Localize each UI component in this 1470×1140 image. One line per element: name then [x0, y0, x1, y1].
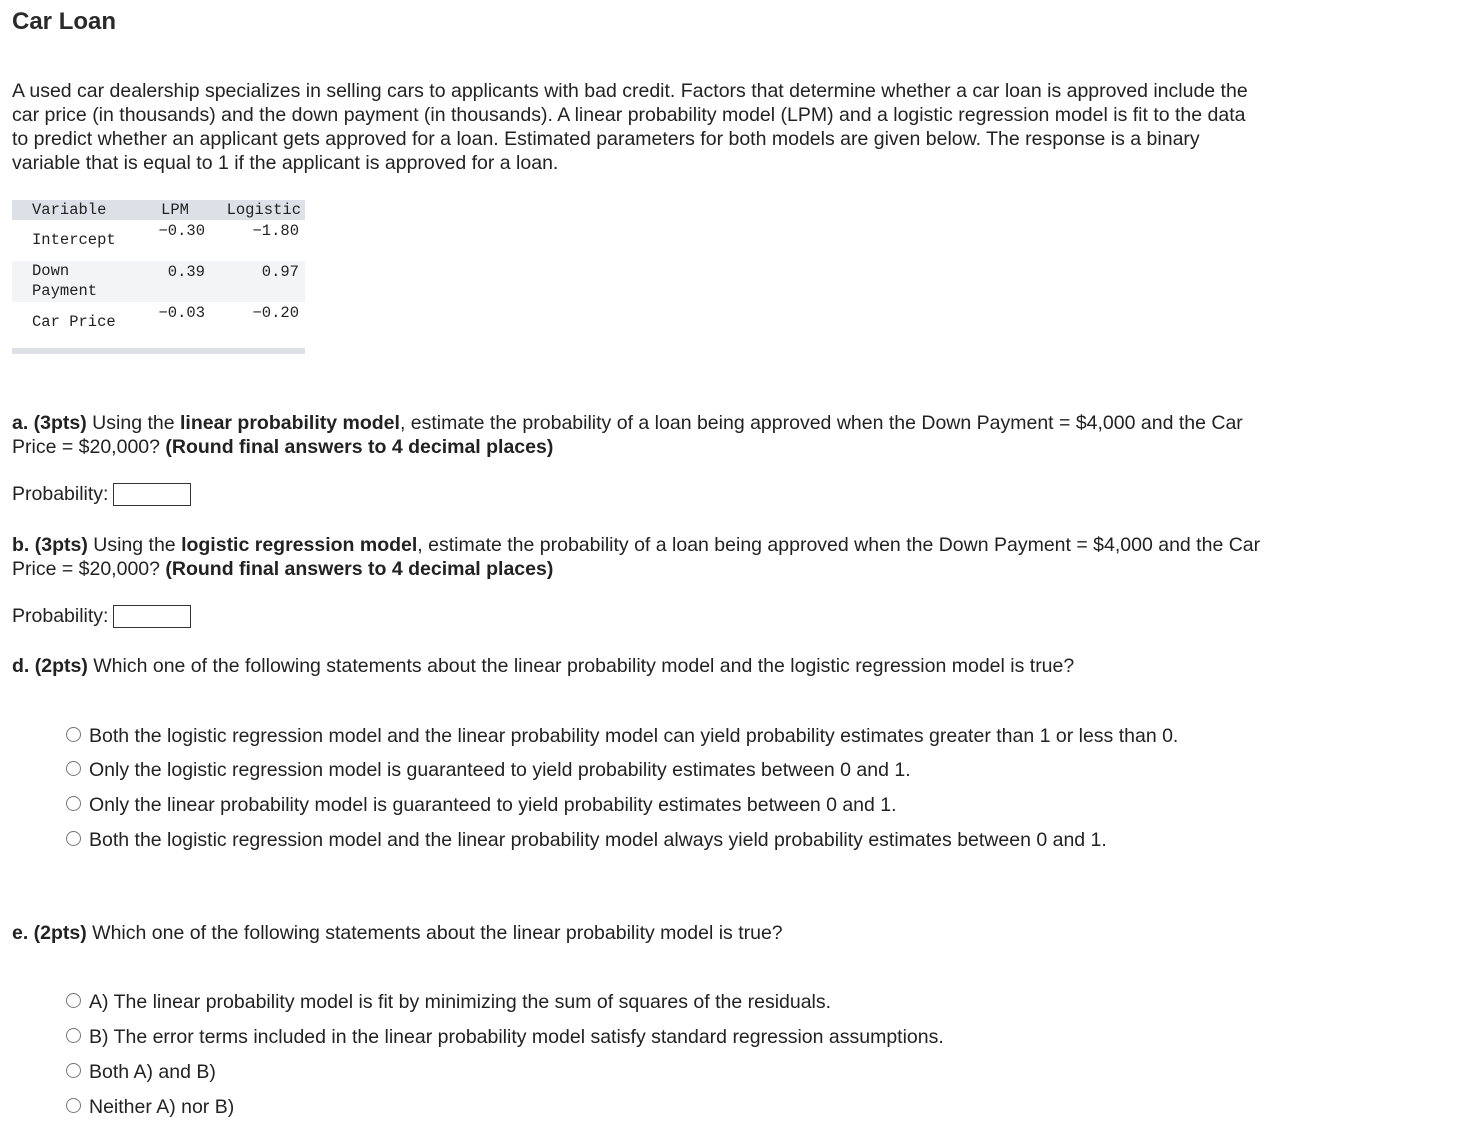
option-text: Both the logistic regression model and the linear probability model can yield probability estimates greater than 1 or less than 0.	[89, 725, 1179, 747]
probability-b-input[interactable]	[113, 605, 191, 628]
lpm-value: 0.39	[135, 261, 215, 302]
header-variable: Variable	[12, 200, 135, 220]
question-b-text: Using the	[87, 534, 182, 556]
option-e-b[interactable]	[66, 1025, 1256, 1049]
question-b-round-note: (Round final answers to 4 decimal places)	[165, 558, 554, 580]
question-a-model: linear probability model	[179, 412, 400, 434]
option-text: Only the logistic regression model is guaranteed to yield probability estimates between 0 and 1.	[89, 759, 911, 781]
radio-button[interactable]	[66, 1028, 81, 1043]
radio-button[interactable]	[66, 761, 81, 776]
table-header-row	[12, 200, 305, 220]
option-text: A) The linear probability model is fit by minimizing the sum of squares of the residuals.	[89, 991, 832, 1013]
answer-a-label: Probability:	[12, 483, 109, 505]
question-e	[12, 921, 1282, 945]
radio-button[interactable]	[66, 831, 81, 846]
lpm-value: −0.30	[158, 222, 205, 240]
radio-button[interactable]	[66, 1063, 81, 1078]
option-text: Both the logistic regression model and the linear probability model always yield probability estimates between 0 and 1.	[89, 829, 1107, 851]
option-d-4[interactable]	[66, 828, 1256, 852]
option-d-3[interactable]	[66, 793, 1256, 817]
question-d-label: d. (2pts)	[12, 655, 88, 677]
question-d-text: Which one of the following statements about the linear probability model and the logistic regression model is true?	[87, 655, 1075, 677]
answer-a-row	[12, 483, 191, 506]
answer-b-label: Probability:	[12, 605, 109, 627]
radio-button[interactable]	[66, 1098, 81, 1113]
question-a-round-note: (Round final answers to 4 decimal places)	[165, 436, 554, 458]
variable-name: Intercept	[32, 231, 116, 249]
option-text: Both A) and B)	[89, 1061, 216, 1083]
logistic-value: −1.80	[252, 222, 299, 240]
question-a	[12, 411, 1282, 459]
table-row	[12, 302, 305, 343]
option-e-both[interactable]	[66, 1060, 1256, 1084]
coefficient-table	[12, 200, 305, 343]
table-footer-bar	[12, 348, 305, 354]
option-e-a[interactable]	[66, 990, 1256, 1014]
question-b-label: b. (3pts)	[12, 534, 88, 556]
page-title: Car Loan	[12, 8, 117, 35]
radio-button[interactable]	[66, 796, 81, 811]
question-e-options	[66, 990, 1256, 1130]
option-text: Neither A) nor B)	[89, 1096, 235, 1118]
answer-b-row	[12, 605, 191, 628]
variable-name: Car Price	[32, 313, 116, 331]
logistic-value: −0.20	[252, 304, 299, 322]
header-lpm: LPM	[135, 200, 215, 220]
table-row	[12, 261, 305, 302]
header-logistic: Logistic	[215, 200, 305, 220]
probability-a-input[interactable]	[113, 483, 191, 506]
option-text: Only the linear probability model is guaranteed to yield probability estimates between 0 and 1.	[89, 794, 897, 816]
option-e-neither[interactable]	[66, 1095, 1256, 1119]
table-row	[12, 220, 305, 261]
problem-description: A used car dealership specializes in selling cars to applicants with bad credit. Factors that determine whether a car loan is approved include the car price (in thousands) and the down payment (in thousands). A linear probability model (LPM) and a logistic regression model is fit to the data to predict whether an applicant gets approved for a loan. Estimated parameters for both models are given below. The response is a binary variable that is equal to 1 if the applicant is approved for a loan.	[12, 80, 1248, 174]
lpm-value: −0.03	[158, 304, 205, 322]
question-a-text: Using the	[86, 412, 180, 434]
logistic-value: 0.97	[215, 261, 305, 302]
question-e-text: Which one of the following statements about the linear probability model is true?	[86, 922, 783, 944]
variable-name: Down Payment	[32, 262, 98, 300]
radio-button[interactable]	[66, 727, 81, 742]
question-e-label: e. (2pts)	[12, 922, 87, 944]
question-a-text-cont: , estimate the probability of a loan being approved when the Down Payment = $4,000 and the Car Price = $20,000?	[12, 412, 1243, 458]
question-b	[12, 533, 1282, 581]
option-d-1[interactable]	[66, 724, 1256, 748]
radio-button[interactable]	[66, 993, 81, 1008]
option-d-2[interactable]	[66, 758, 1256, 782]
question-a-label: a. (3pts)	[12, 412, 87, 434]
question-d-options	[66, 724, 1256, 863]
question-b-model: logistic regression model	[181, 534, 418, 556]
option-text: B) The error terms included in the linear probability model satisfy standard regression assumptions.	[89, 1026, 944, 1048]
question-d	[12, 654, 1282, 678]
question-b-text-cont: , estimate the probability of a loan being approved when the Down Payment = $4,000 and the Car Price = $20,000?	[12, 534, 1261, 580]
